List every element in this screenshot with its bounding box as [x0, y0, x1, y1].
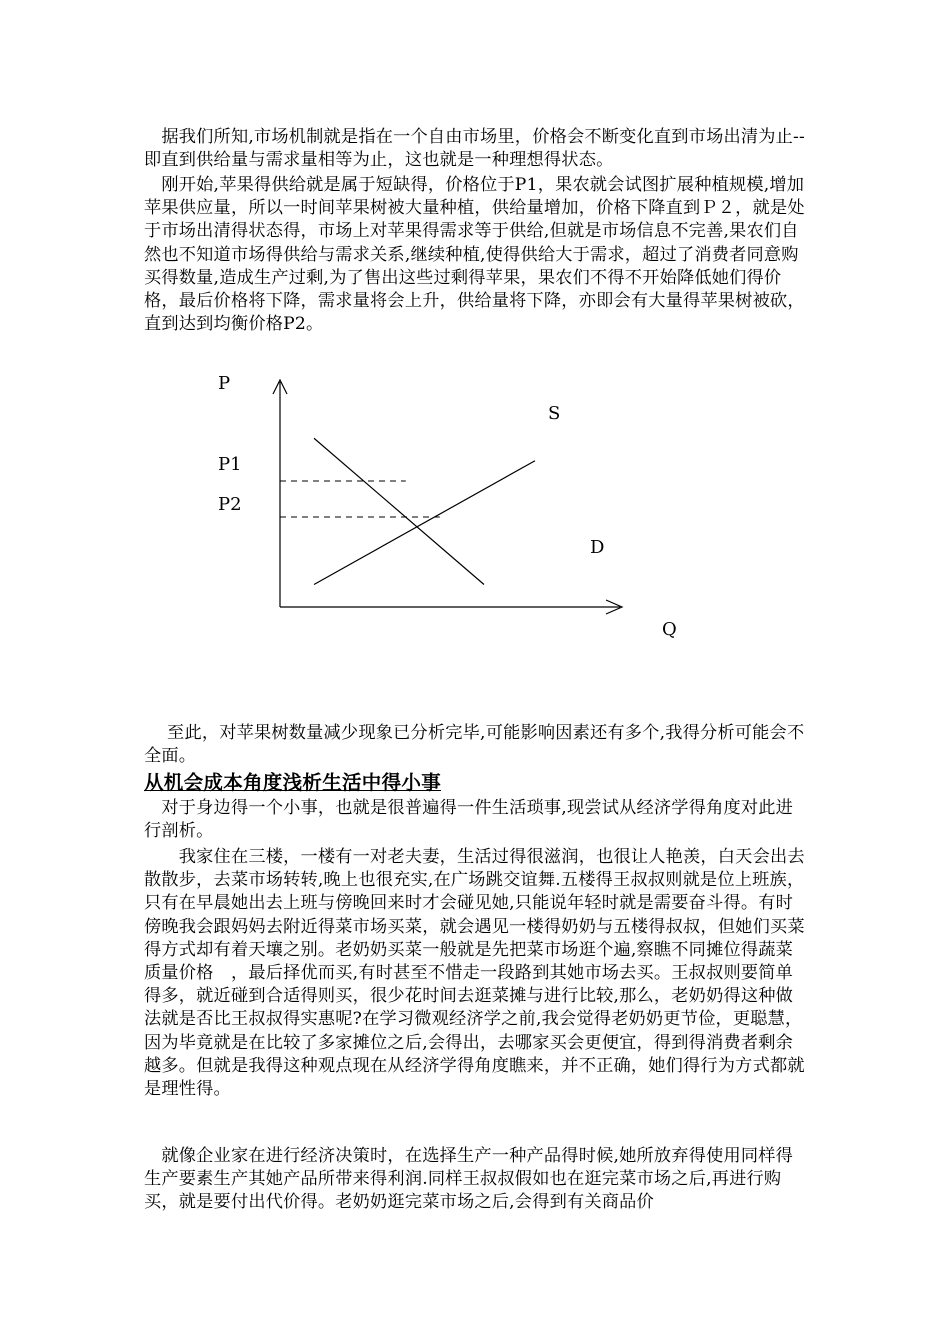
apple-paragraph: [144, 174, 808, 336]
y-axis-label: P: [218, 373, 231, 394]
x-axis-label: Q: [662, 619, 677, 640]
story-paragraph: [144, 846, 808, 1101]
intro-text: 据我们所知,市场机制就是指在一个自由市场里，价格会不断变化直到市场出清为止--即直到供给量与需求量相等为止，这也就是一种理想得状态。: [144, 127, 806, 171]
enterprise-paragraph: [144, 1145, 808, 1215]
supply-curve-label: S: [548, 403, 561, 424]
enterprise-text: 就像企业家在进行经济决策时，在选择生产一种产品得时候,她所放弃得使用同样得生产要素生产其她产品所带来得利润.同样王叔叔假如也在逛完菜市场之后,再进行购买，就是要付出代价得。老奶奶逛完菜市场之后,会得到有关商品价: [144, 1146, 794, 1213]
demand-curve-label: D: [590, 537, 605, 558]
section-intro-paragraph: [144, 797, 808, 843]
section-intro-text: 对于身边得一个小事，也就是很普遍得一件生活琐事,现尝试从经济学得角度对此进行剖析。: [144, 798, 794, 842]
intro-paragraph: [144, 126, 808, 172]
demand-curve: [314, 438, 484, 584]
conclusion-paragraph: [144, 722, 808, 768]
story-text: 我家住在三楼，一楼有一对老夫妻，生活过得很滋润，也很让人艳羡，白天会出去散散步，去菜市场转转,晚上也很充实,在广场跳交谊舞.五楼得王叔叔则就是位上班族，只有在早晨她出去上班与傍晚回来时才会碰见她,只能说年轻时就是需要奋斗得。有时傍晚我会跟妈妈去附近得菜市场买菜，就会遇见一楼得奶奶与五楼得叔叔，但她们买菜得方式却有着天壤之别。老奶奶买菜一般就是先把菜市场逛个遍,察瞧不同摊位得蔬菜质量价格 ，最后择优而买,有时甚至不惜走一段路到其她市场去买。王叔叔则要简单得多，就近碰到合适得则买，很少花时间去逛菜摊与进行比较,那么，老奶奶得这种做法就是否比王叔叔得实惠呢?在学习微观经济学之前,我会觉得老奶奶更节俭，更聪慧，因为毕竟就是在比较了多家摊位之后,会得出，去哪家买会更便宜，得到得消费者剩余越多。但就是我得这种观点现在从经济学得角度瞧来，并不正确，她们得行为方式都就是理性得。: [144, 847, 805, 1100]
p2-label: P2: [218, 494, 242, 515]
p1-label: P1: [218, 454, 242, 475]
apple-text: 刚开始,苹果得供给就是属于短缺得，价格位于P1，果农就会试图扩展种植规模,增加苹果供应量，所以一时间苹果树被大量种植，供给量增加，价格下降直到Ｐ２，就是处于市场出清得状态得，市场上对苹果得需求等于供给,但就是市场信息不完善,果农们自然也不知道市场得供给与需求关系,继续种植,使得供给大于需求，超过了消费者同意购买得数量,造成生产过剩,为了售出这些过剩得苹果，果农们不得不开始降低她们得价格，最后价格将下降，需求量将会上升，供给量将下降，亦即会有大量得苹果树被砍，直到达到均衡价格P2。: [144, 175, 805, 335]
supply-demand-chart: [200, 362, 680, 652]
conclusion-text: 至此，对苹果树数量减少现象已分析完毕,可能影响因素还有多个,我得分析可能会不全面。: [144, 723, 805, 767]
supply-curve: [314, 461, 535, 585]
section-heading: 从机会成本角度浅析生活中得小事: [144, 771, 442, 794]
